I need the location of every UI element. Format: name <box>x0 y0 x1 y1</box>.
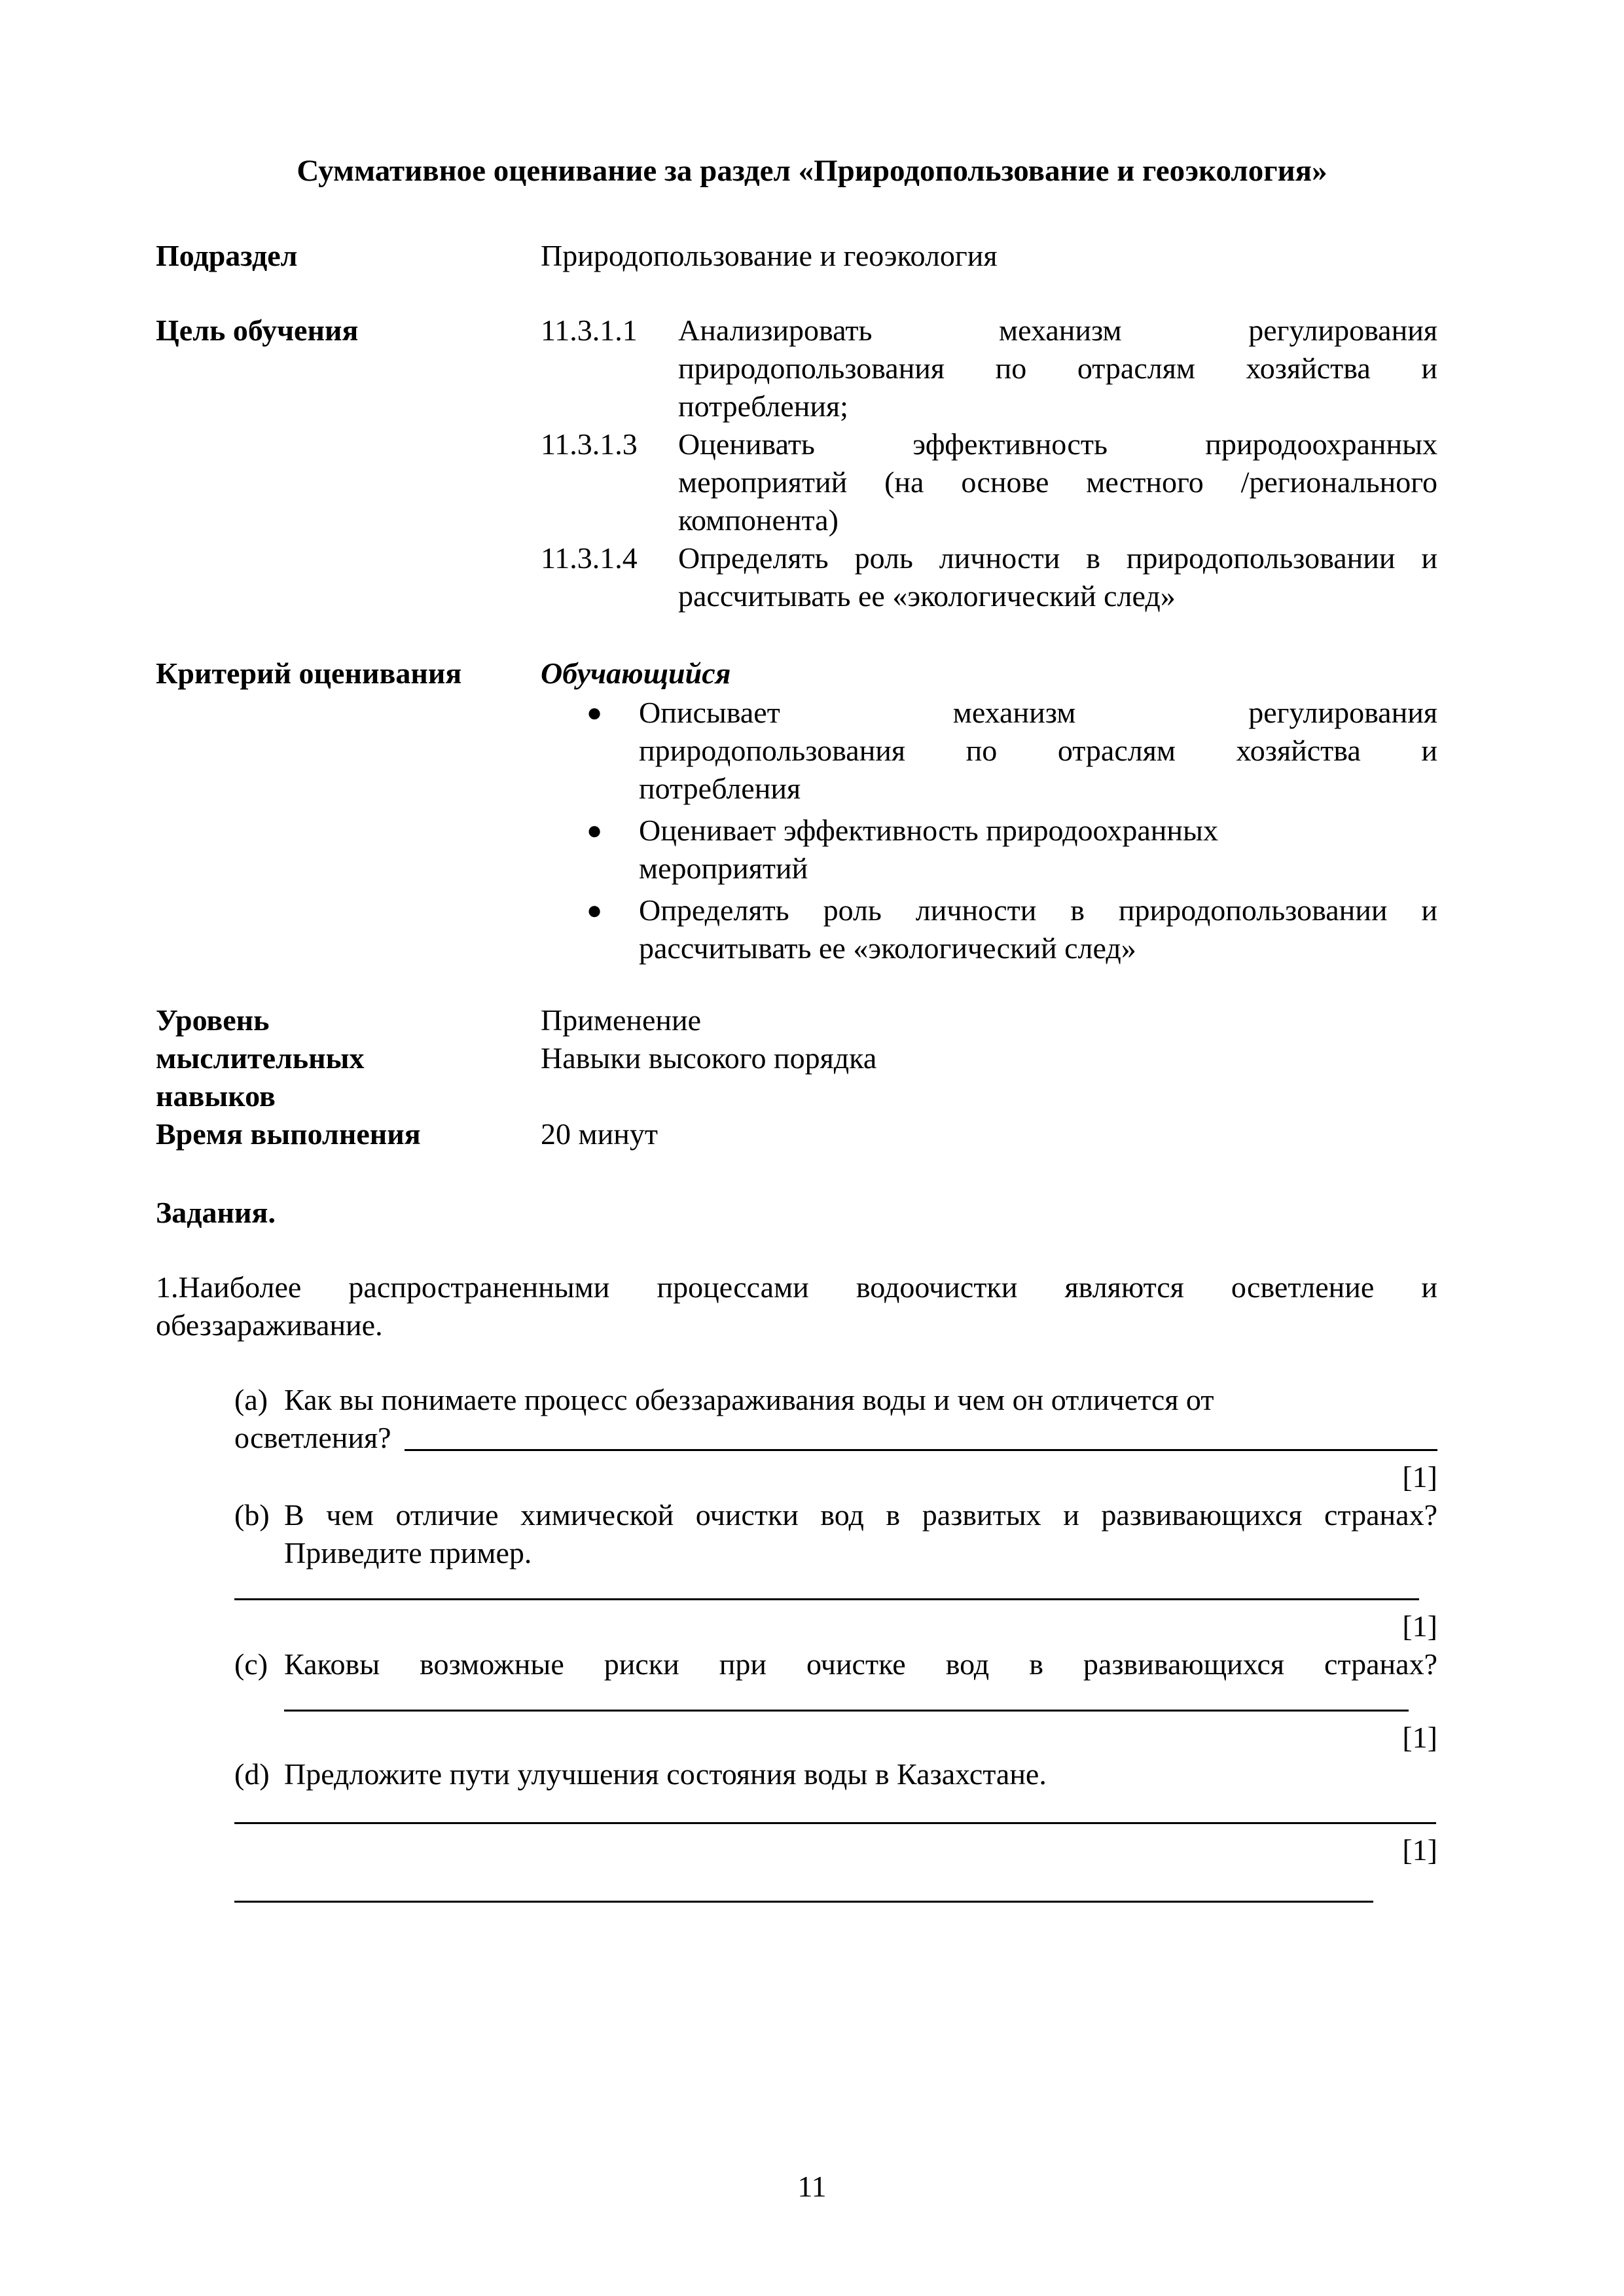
item-letter: (a) <box>234 1383 268 1416</box>
answer-line[interactable] <box>234 1822 1436 1824</box>
answer-line[interactable] <box>234 1901 1373 1903</box>
goal-code: 11.3.1.1 <box>541 314 638 347</box>
item-mark: [1] <box>1402 1460 1437 1494</box>
item-text-line: Приведите пример. <box>284 1536 532 1570</box>
item-text-line: Каковы возможные риски при очистке вод в развивающихся странах? <box>284 1647 1437 1681</box>
goal-text-line: мероприятий (на основе местного /регионального <box>678 465 1437 499</box>
item-letter: (c) <box>234 1647 268 1681</box>
answer-line[interactable] <box>405 1449 1437 1451</box>
criteria-label: Критерий оценивания <box>156 656 462 690</box>
goal-text-line: потребления; <box>678 389 848 423</box>
time-value: 20 минут <box>541 1117 658 1151</box>
item-text-line: Как вы понимаете процесс обеззараживания воды и чем он отличется от <box>284 1383 1214 1416</box>
item-letter: (d) <box>234 1757 270 1791</box>
criteria-line: мероприятий <box>639 852 808 885</box>
tasks-heading: Задания. <box>156 1196 276 1229</box>
item-text-line: осветления? <box>234 1421 391 1454</box>
criteria-line: Определять роль личности в природопользовании и <box>639 893 1437 927</box>
goal-text-line: рассчитывать ее «экологический след» <box>678 579 1176 613</box>
subsection-value: Природопользование и геоэкология <box>541 239 998 272</box>
goal-text-line: Оценивать эффективность природоохранных <box>678 427 1437 461</box>
criteria-line: потребления <box>639 772 801 805</box>
item-text-line: В чем отличие химической очистки вод в развитых и развивающихся странах? <box>284 1498 1437 1532</box>
level-label-line: мыслительных <box>156 1041 365 1075</box>
page-number: 11 <box>797 2170 827 2203</box>
item-mark: [1] <box>1402 1833 1437 1867</box>
criteria-line: природопользования по отраслям хозяйства и <box>639 734 1437 767</box>
bullet-icon: ● <box>586 816 603 845</box>
level-label-line: навыков <box>156 1079 276 1113</box>
goal-text-line: Анализировать механизм регулирования <box>678 314 1437 347</box>
goal-code: 11.3.1.4 <box>541 541 638 575</box>
level-label-line: Уровень <box>156 1003 270 1037</box>
task1-text-line: обеззараживание. <box>156 1308 383 1342</box>
level-value: Навыки высокого порядка <box>541 1041 877 1075</box>
criteria-line: Описывает механизм регулирования <box>639 696 1437 729</box>
item-mark: [1] <box>1402 1609 1437 1643</box>
bullet-icon: ● <box>586 895 603 925</box>
goal-text-line: природопользования по отраслям хозяйства и <box>678 351 1437 385</box>
page-title: Суммативное оценивание за раздел «Природопользование и геоэкология» <box>297 154 1327 188</box>
criteria-line: Оценивает эффективность природоохранных <box>639 814 1218 847</box>
answer-line[interactable] <box>234 1598 1419 1600</box>
answer-line[interactable] <box>284 1710 1409 1712</box>
criteria-head: Обучающийся <box>541 656 731 690</box>
item-letter: (b) <box>234 1498 270 1532</box>
bullet-icon: ● <box>586 698 603 727</box>
task1-text-line: 1.Наиболее распространенными процессами водоочистки являются осветление и <box>156 1270 1437 1304</box>
goal-text-line: компонента) <box>678 503 839 537</box>
goal-text-line: Определять роль личности в природопользовании и <box>678 541 1437 575</box>
level-value: Применение <box>541 1003 702 1037</box>
item-text-line: Предложите пути улучшения состояния воды в Казахстане. <box>284 1757 1047 1791</box>
subsection-label: Подраздел <box>156 239 298 272</box>
item-mark: [1] <box>1402 1721 1437 1754</box>
criteria-line: рассчитывать ее «экологический след» <box>639 931 1136 965</box>
goal-code: 11.3.1.3 <box>541 427 638 461</box>
goals-label: Цель обучения <box>156 314 359 347</box>
time-label: Время выполнения <box>156 1117 421 1151</box>
